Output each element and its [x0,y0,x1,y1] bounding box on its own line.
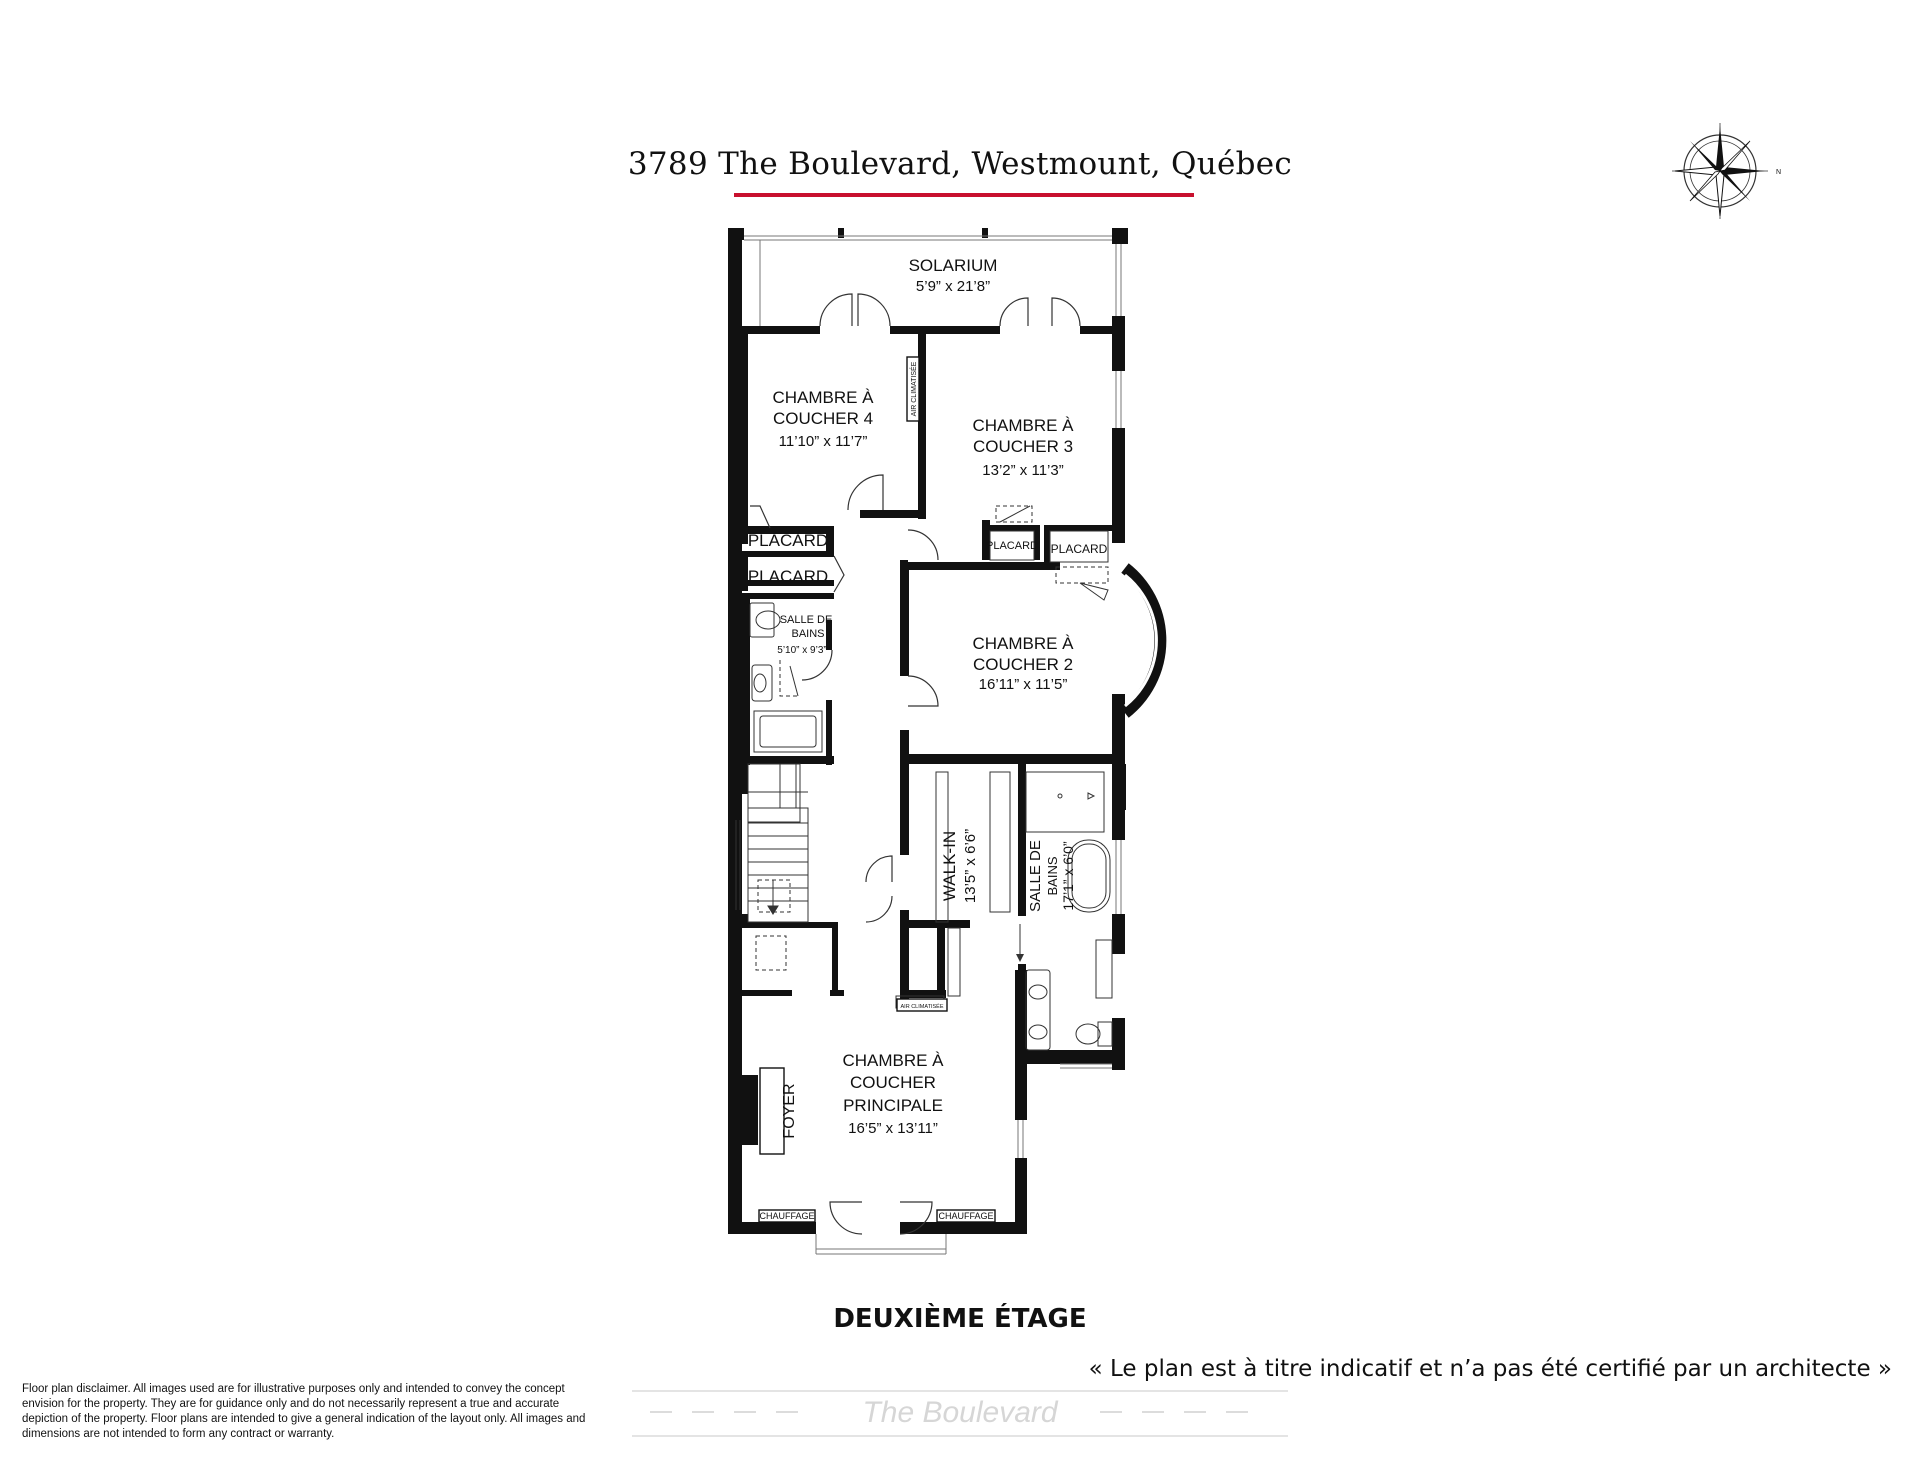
bath2-line2: BAINS [1045,856,1060,896]
chauffage-label-b: CHAUFFAGE [938,1211,994,1221]
page-title: 3789 The Boulevard, Westmount, Québec [627,146,1293,182]
bedroom4-line1: CHAMBRE À [772,388,874,407]
bedroom4-line2: COUCHER 4 [772,409,874,428]
air-label-b: AIR CLIMATISÉE [900,1004,944,1010]
foyer-label: FOYER [781,1083,798,1139]
bedroom2-line2: COUCHER 2 [972,655,1074,674]
bedroom2-dims: 16’11” x 11’5” [978,676,1068,693]
bedroom3-line1: CHAMBRE À [972,416,1074,435]
solarium-dims: 5’9” x 21’8” [915,278,991,295]
compass-north-label: N [1776,169,1782,176]
bath2-line1: SALLE DE [1027,840,1044,912]
brand-rule-top [632,1390,1288,1392]
solarium-name: SOLARIUM [908,256,998,275]
disclaimer-text: Floor plan disclaimer. All images used are for illustrative purposes only and intended to convey the concept envision for the property. They are for guidance only and do not necessarily represent a true and accurate depiction of the property. Floor plans are intended to give a general indication of the layout only. All images and dimensions are not intended to form any contract or warranty. [22,1383,586,1440]
placard-label-d: PLACARD [1050,542,1108,556]
certification-note: « Le plan est à titre indicatif et n’a pas été certifié par un architecte » [1088,1356,1892,1382]
bath1-line2: BAINS [791,628,825,640]
placard-label-b: PLACARD [747,567,829,586]
bedroom2-line1: CHAMBRE À [972,634,1074,653]
placard-label-a: PLACARD [747,531,829,550]
chauffage-label-a: CHAUFFAGE [759,1211,815,1221]
master-line3: PRINCIPALE [843,1096,943,1115]
master-line1: CHAMBRE À [842,1051,944,1070]
walkin-name: WALK-IN [940,830,959,902]
master-line2: COUCHER [850,1073,936,1092]
bedroom3-line2: COUCHER 3 [972,437,1074,456]
air-label-a: AIR CLIMATISÉE [911,361,918,417]
walkin-dims: 13’5” x 6’6” [962,828,979,904]
brand-watermark: The Boulevard [862,1396,1058,1429]
placard-label-c: PLACARD [986,540,1038,552]
floor-label: DEUXIÈME ÉTAGE [833,1304,1087,1334]
bedroom4-dims: 11’10” x 11’7” [778,433,868,450]
brand-rule-bottom [632,1435,1288,1437]
bedroom3-dims: 13’2” x 11’3” [982,462,1064,479]
bath1-dims: 5’10” x 9’3” [777,645,827,656]
bath1-line1: SALLE DE [779,614,833,626]
master-dims: 16’5” x 13’11” [848,1120,938,1137]
bath2-dims: 17’1” x 6’0” [1060,841,1076,911]
